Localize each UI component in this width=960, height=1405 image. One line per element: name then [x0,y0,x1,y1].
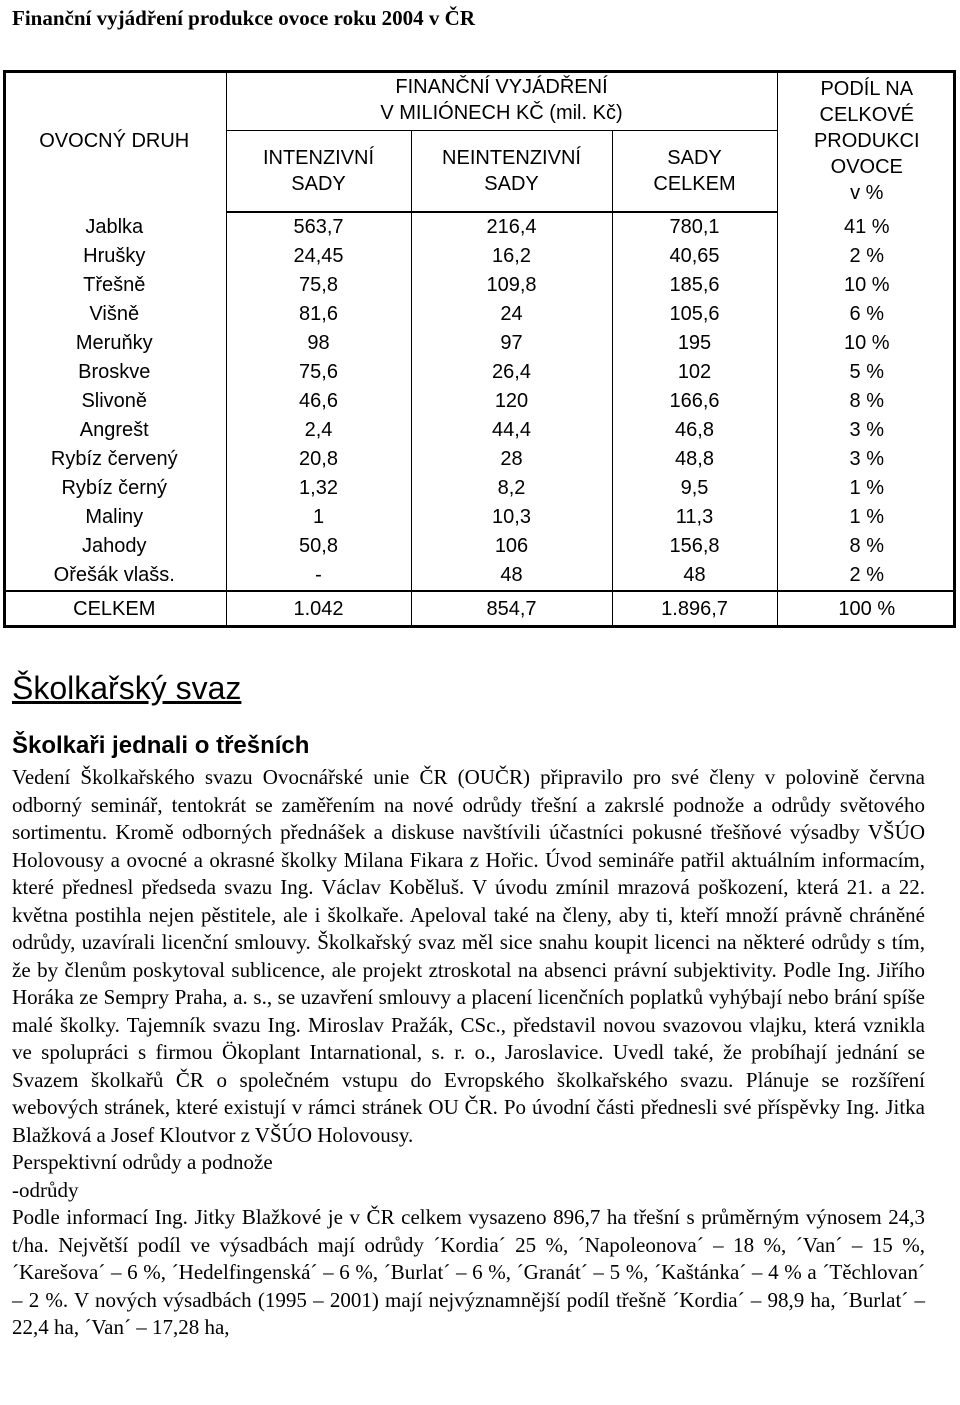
table-row [3,212,956,242]
cell-neintenzivni: 44,4 [411,416,612,445]
header-fin-line2: V MILIÓNECH KČ (mil. Kč) [380,102,623,124]
cell-podil: 8 % [849,535,884,557]
cell-celkem: 195 [612,329,777,358]
cell-podil: 3 % [849,448,884,470]
cell-intenzivni: 563,7 [226,212,411,242]
table-row [3,300,956,329]
total-celkem: 1.896,7 [612,591,777,626]
cell-podil: 10 % [843,274,890,296]
table-row [3,445,956,474]
cell-intenzivni: 75,6 [226,358,411,387]
header-celkem-line2: CELKEM [653,173,736,195]
total-intenzivni: 1.042 [226,591,411,626]
cell-podil: 2 % [849,245,884,267]
table-row [3,416,956,445]
header-podil-line3: PRODUKCI [813,130,920,152]
cell-podil: 3 % [849,419,884,441]
cell-neintenzivni: 16,2 [411,242,612,271]
cell-podil: 2 % [849,564,884,586]
paragraph-intro: Vedení Školkařského svazu Ovocnářské unie ČR (OUČR) připravilo pro své členy v polovině června odborný seminář, tentokrát se zaměřením na nové odrůdy třešní a zakrslé podnože a odrůdy světového sortimentu. Kromě odborných přednášek a diskuse navštívili účastníci pokusné třešňové výsadby VŠÚO Holovousy a ovocné a okrasné školky Milana Fikara z Hořic. Úvod semináře patřil aktuálním informacím, které přednesl předseda svazu Ing. Václav Koběluš. V úvodu zmínil mrazová poškození, která 21. a 22. května postihla nejen pěstitele, ale i školkaře. Apeloval také na členy, aby ti, kteří množí právně chráněné odrůdy, uzavírali licenční smlouvy. Školkařský svaz měl sice snahu koupit licenci na některé odrůdy s tím, že by členům poskytoval sublicence, ale projekt ztroskotal na absenci právní subjektivity. Podle Ing. Jiřího Horáka ze Sempry Praha, a. s., se uzavření smlouvy a placení licenčních poplatků vyhýbají nebo brání spíše malé školky. Tajemník svazu Ing. Miroslav Pražák, CSc., představil novou svazovou vlajku, která vznikla ve spolupráci s firmou Ökoplant Intarnational, s. r. o., Jaroslavice. Uvedl také, že probíhají jednání se Svazem školkařů ČR o společném vstupu do Evropského školkařského svazu. Plánuje se rozšíření webových stránek, které existují v rámci stránek OU ČR. Po úvodní části přednesli své příspěvky Ing. Jitka Blažková a Josef Kloutvor z VŠÚO Holovousy. [12,765,925,1147]
table-row [3,474,956,503]
cell-celkem: 185,6 [612,271,777,300]
cell-celkem: 105,6 [612,300,777,329]
cell-celkem: 9,5 [612,474,777,503]
header-fin-line1: FINANČNÍ VYJÁDŘENÍ [395,76,608,98]
cell-celkem: 102 [612,358,777,387]
cell-druh: Rybíz červený [3,445,226,474]
cell-intenzivni: 98 [226,329,411,358]
cell-podil: 1 % [849,506,884,528]
cell-intenzivni: 2,4 [226,416,411,445]
header-podil-line5: v % [850,182,884,204]
header-intenzivni-line2: SADY [291,173,346,195]
cell-druh: Višně [3,300,226,329]
table-row [3,387,956,416]
section-title: Školkařský svaz [12,670,242,706]
cell-celkem: 156,8 [612,532,777,561]
header-neintenzivni-sady [411,131,612,213]
cell-podil: 10 % [843,332,890,354]
header-ovocny-druh: OVOCNÝ DRUH [3,70,226,212]
cell-intenzivni: 20,8 [226,445,411,474]
cell-druh: Rybíz černý [3,474,226,503]
subheading-odrudy: -odrůdy [12,1177,79,1202]
cell-neintenzivni: 120 [411,387,612,416]
table-row [3,561,956,591]
cell-druh: Jablka [3,212,226,242]
header-intenzivni-line1: INTENZIVNÍ [262,147,375,169]
cell-druh: Slivoně [3,387,226,416]
cell-neintenzivni: 28 [411,445,612,474]
cell-neintenzivni: 24 [411,300,612,329]
cell-intenzivni: 81,6 [226,300,411,329]
cell-celkem: 46,8 [612,416,777,445]
table-row [3,329,956,358]
article-body [12,764,925,1342]
cell-podil: 8 % [849,390,884,412]
cell-intenzivni: 24,45 [226,242,411,271]
cell-podil: 5 % [849,361,884,383]
table-row [3,242,956,271]
paragraph-odrudy: Podle informací Ing. Jitky Blažkové je v ČR celkem vysazeno 896,7 ha třešní s průměrným výnosem 24,3 t/ha. Největší podíl ve výsadbách mají odrůdy ´Kordia´ 25 %, ´Napoleonova´ – 18 %, ´Van´ – 15 %, ´Karešova´ – 6 %, ´Hedelfingenská´ – 6 %, ´Burlat´ – 6 %, ´Granát´ – 5 %, ´Kaštánka´ – 4 % a ´Těchlovan´ – 2 %. V nových výsadbách (1995 – 2001) mají nejvýznamnější podíl třešně ´Kordia´ – 98,9 ha, ´Burlat´ – 22,4 ha, ´Van´ – 17,28 ha, [12,1205,925,1339]
header-celkem-line1: SADY [667,147,722,169]
table-row [3,532,956,561]
cell-neintenzivni: 26,4 [411,358,612,387]
header-podil-line1: PODÍL NA [820,78,914,100]
header-intenzivni-sady [226,131,411,213]
cell-neintenzivni: 106 [411,532,612,561]
table-row [3,358,956,387]
cell-neintenzivni: 10,3 [411,503,612,532]
header-podil [777,70,956,212]
cell-druh: Maliny [3,503,226,532]
cell-celkem: 780,1 [612,212,777,242]
cell-druh: Jahody [3,532,226,561]
cell-intenzivni: 50,8 [226,532,411,561]
header-financni-vyjadreni [226,70,777,131]
subheading-perspektivni: Perspektivní odrůdy a podnože [12,1150,273,1174]
cell-celkem: 48,8 [612,445,777,474]
cell-neintenzivni: 109,8 [411,271,612,300]
header-podil-line2: CELKOVÉ [819,104,914,126]
cell-druh: Broskve [3,358,226,387]
fruit-production-table [3,70,956,626]
header-neintenzivni-line1: NEINTENZIVNÍ [442,147,581,169]
total-druh: CELKEM [3,591,226,626]
header-neintenzivni-line2: SADY [484,173,539,195]
cell-neintenzivni: 48 [411,561,612,591]
cell-druh: Třešně [3,271,226,300]
table-total-row [3,591,956,626]
total-neintenzivni: 854,7 [411,591,612,626]
header-podil-line4: OVOCE [830,156,903,178]
cell-neintenzivni: 97 [411,329,612,358]
cell-podil: 41 % [843,215,890,238]
cell-intenzivni: 46,6 [226,387,411,416]
cell-intenzivni: 1 [226,503,411,532]
table-row [3,271,956,300]
cell-celkem: 11,3 [612,503,777,532]
cell-druh: Angrešt [3,416,226,445]
cell-druh: Meruňky [3,329,226,358]
cell-intenzivni: 1,32 [226,474,411,503]
cell-celkem: 48 [612,561,777,591]
cell-podil: 1 % [849,477,884,499]
article-title: Školkaři jednali o třešních [12,732,310,759]
cell-intenzivni: 75,8 [226,271,411,300]
cell-neintenzivni: 8,2 [411,474,612,503]
cell-neintenzivni: 216,4 [411,212,612,242]
cell-celkem: 166,6 [612,387,777,416]
cell-intenzivni: - [226,561,411,591]
total-podil: 100 % [777,591,956,626]
cell-druh: Hrušky [3,242,226,271]
table-row [3,503,956,532]
cell-druh: Ořešák vlašs. [3,561,226,591]
document-title: Finanční vyjádření produkce ovoce roku 2004 v ČR [12,6,476,30]
cell-celkem: 40,65 [612,242,777,271]
header-sady-celkem [612,131,777,213]
cell-podil: 6 % [849,303,884,325]
